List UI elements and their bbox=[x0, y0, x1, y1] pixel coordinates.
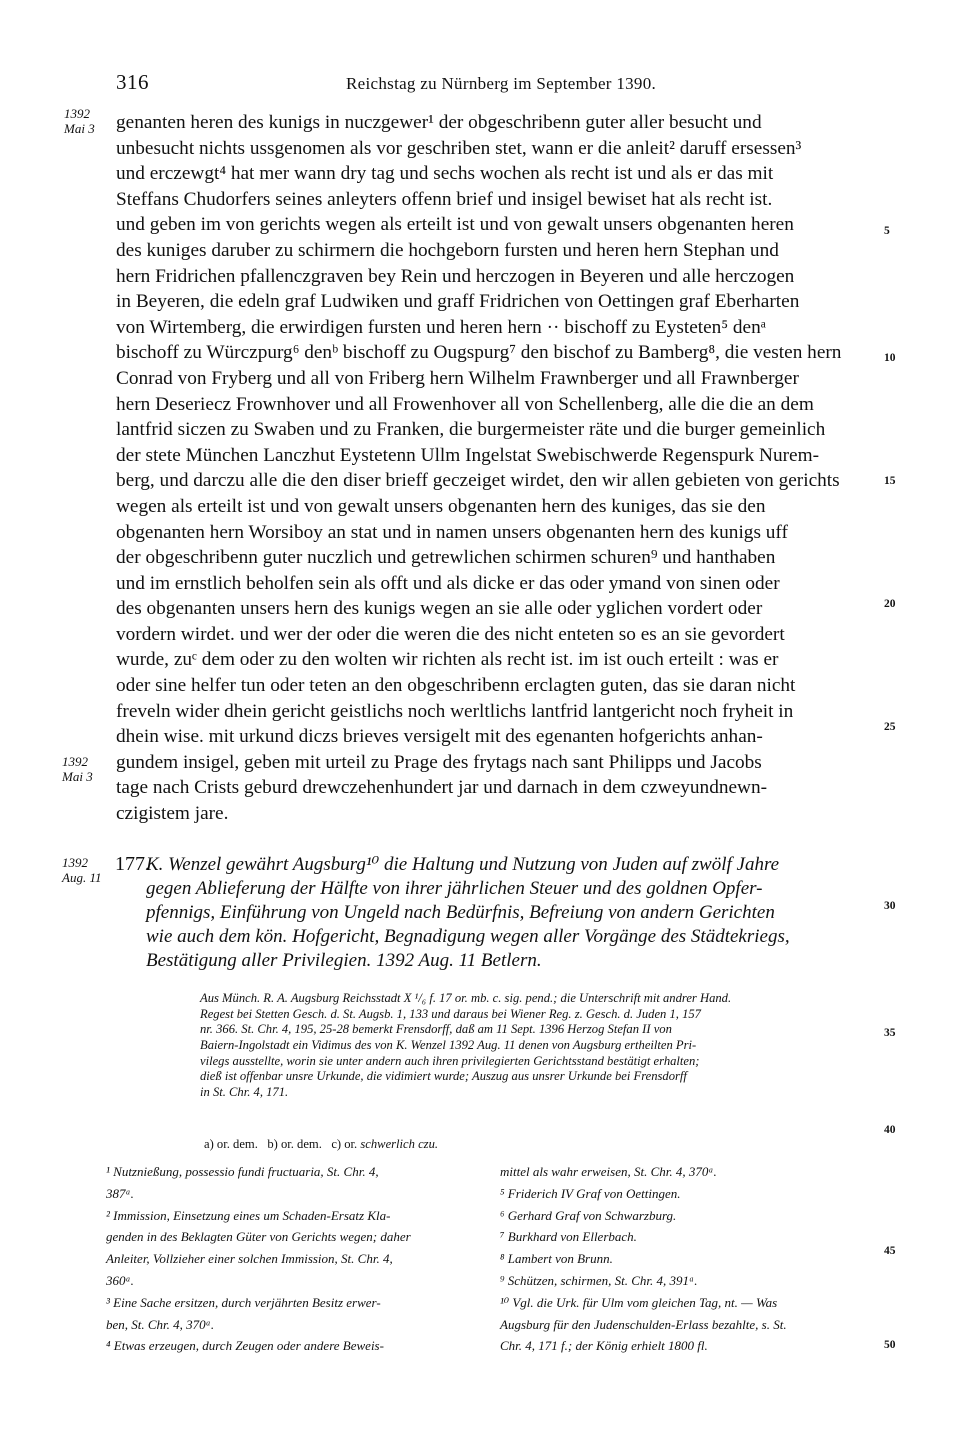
line-number: 30 bbox=[884, 900, 896, 912]
variant-c-prefix: c) or. bbox=[331, 1137, 358, 1151]
source-line: vilegs ausstellte, worin sie unter andern auch ihren privilegierten Gerichtsstand bestätigt erhalten; bbox=[200, 1053, 700, 1068]
line-number: 25 bbox=[884, 721, 896, 733]
footnotes-right-column bbox=[500, 1161, 880, 1357]
footnote-line: mittel als wahr erweisen, St. Chr. 4, 370ᵃ. bbox=[500, 1164, 717, 1179]
text-line: des obgenanten unsers hern des kunigs wegen an sie alle oder yglichen vordert oder bbox=[116, 598, 763, 620]
regest-line: K. Wenzel gewährt Augsburg¹⁰ die Haltung und Nutzung von Juden auf zwölf Jahre bbox=[146, 854, 780, 875]
text-line: unbesucht nichts ussgenomen als vor geschriben stet, wann er die anleit² daruff ersessen³ bbox=[116, 137, 802, 159]
text-line: tage nach Crists geburd drewczehenhundert jar und darnach in dem czweyundnewn- bbox=[116, 777, 768, 799]
line-number: 45 bbox=[884, 1245, 896, 1257]
footnote-line: ¹⁰ Vgl. die Urk. für Ulm vom gleichen Tag, nt. — Was bbox=[500, 1294, 778, 1310]
footnote-line: ² Immission, Einsetzung eines um Schaden-Ersatz Kla- bbox=[106, 1207, 391, 1223]
footnote-line: ⁴ Etwas erzeugen, durch Zeugen oder andere Beweis- bbox=[106, 1338, 384, 1354]
regest-block bbox=[115, 853, 876, 973]
margin-date-top bbox=[64, 106, 95, 136]
text-line: in Beyeren, die edeln graf Ludwiken und graff Fridrichen von Oettingen graf Eberharten bbox=[116, 291, 800, 313]
footnote-line: 360ᵃ. bbox=[106, 1272, 134, 1288]
footnote-line: ⁵ Friderich IV Graf von Oettingen. bbox=[500, 1185, 681, 1201]
footnote-line: Augsburg für den Judenschulden-Erlass bezahlte, s. St. bbox=[500, 1316, 787, 1332]
text-line: Steffans Chudorfers seines anleyters offenn brief und insigel bewiset hat als recht ist. bbox=[116, 188, 773, 210]
footnote-line: Chr. 4, 171 f.; der König erhielt 1800 fl. bbox=[500, 1338, 708, 1354]
text-line: hern Fridrichen pfallenczgraven bey Rein und herczogen in Beyeren und alle herczogen bbox=[116, 265, 795, 287]
margin-year: 1392 bbox=[62, 754, 88, 769]
footnote-line: ⁶ Gerhard Graf von Schwarzburg. bbox=[500, 1207, 677, 1223]
source-line: nr. 366. St. Chr. 4, 195, 25-28 bemerkt Frensdorff, daß am 11 Sept. 1396 Herzog Stefan II von bbox=[200, 1022, 672, 1037]
footnote-line: ¹ Nutznießung, possessio fundi fructuaria, St. Chr. 4, bbox=[106, 1164, 379, 1179]
footnote-line: ³ Eine Sache ersitzen, durch verjährten Besitz erwer- bbox=[106, 1294, 381, 1310]
variant-c-text: schwerlich czu. bbox=[360, 1137, 439, 1151]
source-line: Baiern-Ingolstadt ein Vidimus des von K. Wenzel 1392 Aug. 11 denen von Augsburg ertheilten Pri- bbox=[200, 1038, 697, 1053]
text-line: berg, und darczu alle die den diser brieff geczeiget wirdet, den wir allen gebieten von gerichts bbox=[116, 470, 840, 492]
main-text-block bbox=[116, 110, 879, 827]
source-line: in St. Chr. 4, 171. bbox=[200, 1085, 289, 1100]
source-line: dieß ist offenbar unsre Urkunde, die vidimiert wurde; Auszug aus unsrer Urkunde bei Frensdorff bbox=[200, 1069, 687, 1084]
text-line: gundem insigel, geben mit urteil zu Prage des frytags nach sant Philipps und Jacobs bbox=[116, 751, 762, 773]
regest-line: gegen Ablieferung der Hälfte von ihrer jährlichen Steuer und des goldnen Opfer- bbox=[146, 878, 763, 899]
line-number: 15 bbox=[884, 475, 896, 487]
source-line: Regest bei Stetten Gesch. d. St. Augsb. 1, 133 und daraus bei Wiener Reg. z. Gesch. d. Juden 1, 157 bbox=[200, 1006, 701, 1021]
text-line: der stete München Lanczhut Eystetenn Ullm Ingelstat Swebischwerde Regenspurk Nurem- bbox=[116, 444, 820, 466]
line-number: 40 bbox=[884, 1124, 896, 1136]
margin-date-bottom bbox=[62, 754, 93, 784]
margin-day: Mai 3 bbox=[64, 121, 95, 136]
text-line: lantfrid siczen zu Swaben und zu Franken, die burgermeister räte und die burger gemeinlich bbox=[116, 419, 826, 441]
text-line: hern Deseriecz Frownhover und all Frowenhover all von Schellenberg, alle die die an dem bbox=[116, 393, 814, 415]
text-line: des kuniges daruber zu schirmern die hochgeborn fursten und heren hern Stephan und bbox=[116, 239, 779, 261]
variant-b: b) or. dem. bbox=[267, 1137, 322, 1151]
footnotes-left-column bbox=[106, 1161, 476, 1357]
margin-day: Aug. 11 bbox=[62, 870, 102, 885]
margin-year: 1392 bbox=[62, 855, 88, 870]
text-line: czigistem jare. bbox=[116, 803, 229, 825]
line-number: 10 bbox=[884, 352, 896, 364]
variant-readings bbox=[204, 1137, 438, 1152]
margin-date-regest bbox=[62, 855, 101, 885]
running-title: Reichstag zu Nürnberg im September 1390. bbox=[346, 74, 657, 93]
document-number: 177. bbox=[115, 853, 150, 875]
page-number: 316 bbox=[116, 70, 149, 94]
source-line: Aus Münch. R. A. Augsburg Reichsstadt X ¹/₆ f. 17 or. mb. c. sig. pend.; die Unterschrift mit andrer Hand. bbox=[200, 991, 732, 1005]
text-line: wegen als erteilt ist und von gewalt unsers obgenanten hern des kuniges, das sie den bbox=[116, 495, 766, 517]
text-line: dhein wise. mit urkund diczs brieves versigelt mit des egenanten hofgerichts anhan- bbox=[116, 726, 763, 748]
text-line: und erczewgt⁴ hat mer wann dry tag und sechs wochen als recht ist und als er das mit bbox=[116, 163, 774, 185]
footnote-line: ⁹ Schützen, schirmen, St. Chr. 4, 391ᵃ. bbox=[500, 1272, 698, 1288]
text-line: bischoff zu Würczpurg⁶ denᵇ bischoff zu Ougspurg⁷ den bischof zu Bamberg⁸, die vesten hern bbox=[116, 342, 842, 364]
footnote-line: genden in des Beklagten Güter von Gerichts wegen; daher bbox=[106, 1229, 411, 1245]
text-line: der obgeschribenn guter nuczlich und getrewlichen schirmen schuren⁹ und hanthaben bbox=[116, 547, 776, 569]
line-number: 50 bbox=[884, 1339, 896, 1351]
margin-year: 1392 bbox=[64, 106, 90, 121]
footnote-line: Anleiter, Vollzieher einer solchen Immission, St. Chr. 4, bbox=[106, 1251, 393, 1267]
regest-line: pfennigs, Einführung von Ungeld nach Bedürfnis, Befreiung von andern Gerichten bbox=[146, 902, 775, 923]
page-header bbox=[116, 70, 876, 96]
source-note bbox=[200, 991, 876, 1101]
footnote-line: ⁸ Lambert von Brunn. bbox=[500, 1251, 613, 1267]
text-line: oder sine helfer tun oder teten an den obgeschribenn erclagten guten, das sie daran nicht bbox=[116, 675, 796, 697]
text-line: freveln wider dhein gericht geistlichs noch werltlichs lantfrid lantgericht noch fryheit in bbox=[116, 700, 794, 722]
text-line: Conrad von Fryberg und all von Friberg hern Wilhelm Frawnberger und all Frawnberger bbox=[116, 367, 799, 389]
variant-a: a) or. dem. bbox=[204, 1137, 258, 1151]
text-line: genanten heren des kunigs in nuczgewer¹ der obgeschribenn guter aller besucht und bbox=[116, 112, 762, 133]
footnote-line: 387ᵃ. bbox=[106, 1185, 134, 1201]
footnote-line: ⁷ Burkhard von Ellerbach. bbox=[500, 1229, 637, 1245]
text-line: von Wirtemberg, die erwirdigen fursten und heren hern ·· bischoff zu Eysteten⁵ denᵃ bbox=[116, 316, 766, 338]
text-line: vordern wirdet. und wer der oder die weren die des nicht enteten so es an sie gevordert bbox=[116, 623, 785, 645]
line-number: 35 bbox=[884, 1027, 896, 1039]
footnote-line: ben, St. Chr. 4, 370ᵃ. bbox=[106, 1316, 215, 1332]
text-line: wurde, zuᶜ dem oder zu den wolten wir richten als recht ist. im ist ouch erteilt : was er bbox=[116, 649, 779, 671]
text-line: obgenanten hern Worsiboy an stat und in namen unsers obgenanten hern des kunigs uff bbox=[116, 521, 788, 543]
margin-day: Mai 3 bbox=[62, 769, 93, 784]
text-line: und geben im von gerichts wegen als erteilt ist und von gewalt unsers obgenanten heren bbox=[116, 214, 794, 236]
line-number: 20 bbox=[884, 598, 896, 610]
line-number: 5 bbox=[884, 225, 890, 237]
regest-line: Bestätigung aller Privilegien. 1392 Aug. 11 Betlern. bbox=[146, 950, 542, 971]
regest-line: wie auch dem kön. Hofgericht, Begnadigung wegen aller Vorgänge des Städtekriegs, bbox=[146, 926, 790, 947]
text-line: und im ernstlich beholfen sein als offt und als dicke er das oder ymand von sinen oder bbox=[116, 572, 780, 594]
